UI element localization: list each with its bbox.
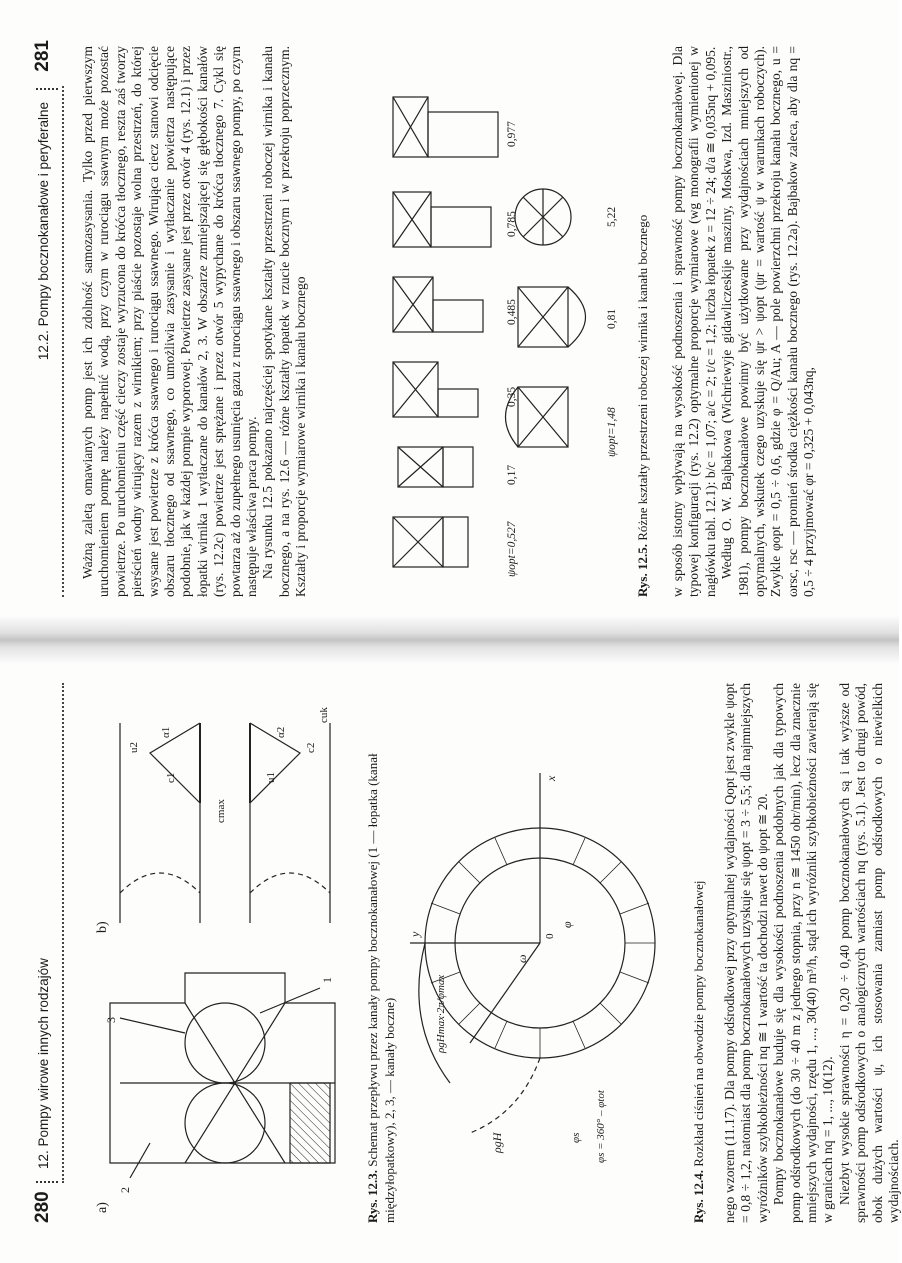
- figure-12-3-caption: [364, 703, 398, 1223]
- caption-text: Schemat przepływu przez kanały pompy bocznokanałowej (1 — łopatka (kanał międzyłopatkowy), 2, 3, — kanały boczne): [365, 753, 397, 1223]
- caption-number: Rys. 12.5.: [635, 544, 650, 597]
- phi-label: φ: [560, 921, 574, 928]
- figure-12-5-drawing: [378, 46, 628, 597]
- figure-callout-3: 3: [104, 1017, 118, 1023]
- vector-label-cuk: cuk: [318, 707, 330, 723]
- page-number: 281: [32, 40, 53, 72]
- figure-12-3-drawing: [90, 703, 350, 1223]
- right-page-body-bottom: [670, 46, 818, 597]
- right-page-header: [32, 40, 62, 597]
- figure-12-3: [90, 703, 350, 1223]
- paragraph: Pompy bocznokanałowe buduje się dla wysokości podnoszenia podobnych jak dla typowych pomp odśrodkowych (do 30 ÷ 40 m z jednego stopnia, przy n ≅ 1450 obr/min), lecz dla znacznie mniejszych wydajności, rzędu 1, ..., 30(40) m³/h, stąd ich wyróżniki szybkobieżności zawierają się w granicach nq = 1, ..., 10(12).: [771, 683, 836, 1223]
- shape-value: 0,81: [606, 308, 618, 329]
- shape-value: 0,35: [506, 386, 518, 407]
- shape-value: 0,977: [506, 121, 518, 147]
- left-page-body: [722, 683, 902, 1223]
- paragraph: Ważną zaletą omawianych pomp jest ich zdolność samozasysania. Tylko przed pierwszym uruchomieniem pompę należy napełnić wodą, przy czym w rurociągu ssawnym może pozostać powietrze. Po uruchomieniu część cieczy zostaje wyrzucona do króćca tłocznego, reszta zaś tworzy pierścień wodny wirujący razem z wirnikiem; przy piaście pozostaje wolna przestrzeń, do której wsysane jest powietrze z króćca ssawnego i rurociągu ssawnego. Wirująca ciecz stanowi odcięcie obszaru tłocznego od ssawnego, co umożliwia zasysanie i wytłaczanie powietrza następujące podobnie, jak w każdej pompie wyporowej. Powietrze zasysane jest przez otwór 4 (rys. 12.1) i przez łopatki wirnika 1 wytłaczane do kanałów 2, 3. W obszarze zmniejszającej się głębokości kanałów (rys. 12.2c) powietrze jest sprężane i przez otwór 5 wypychane do króćca tłocznego 7. Cykl się powtarza aż do zupełnego usunięcia gazu z rurociągu ssawnego i obszaru ssawnego pompy, po czym następuje właściwa praca pompy.: [80, 46, 260, 597]
- shape-value: 0,785: [506, 211, 518, 237]
- running-head: 12.2. Pompy bocznokanałowe i peryferalne: [36, 102, 51, 361]
- y-axis-label: y: [408, 931, 422, 937]
- origin-label: 0: [544, 933, 556, 939]
- omega-label: ω: [515, 954, 529, 963]
- paragraph: w sposób istotny wpływają na wysokość podnoszenia i sprawność pompy bocznokanałowej. Dla typowej konfiguracji (rys. 12.2) optymalne proporcje wymiarowe (wg monografii wymienionej w nagłówku tabl. 12.1): b/c = 1,07; a/c = 2; t/c = 1,2; liczba łopatek z = 12 ÷ 24; d/a ≅ 0,035nq + 0,095.: [670, 46, 718, 597]
- shape-value: 0,17: [506, 464, 518, 485]
- running-head: 12. Pompy wirowe innych rodzajów: [36, 958, 51, 1169]
- header-dotted-separator: [36, 1179, 58, 1183]
- figure-panel-a-label: a): [95, 1202, 110, 1213]
- phi-s-formula: φs = 360° – φtot: [595, 1090, 607, 1163]
- header-rule: [62, 683, 64, 1183]
- right-page-body-top: [80, 46, 310, 597]
- figure-callout-2: 2: [118, 1187, 132, 1193]
- page-number: 280: [32, 1191, 53, 1223]
- figure-12-5: [378, 46, 628, 597]
- caption-number: Rys. 12.4.: [691, 1170, 706, 1223]
- paragraph: Według O. W. Bajbakowa (Wichriewyje gidawliczeskije masziny, Moskwa, Izd. Masziniostr., 1981), pompy bocznokanałowe powinny być użytkowane przy wydajnościach mniejszych od optymalnych, wskutek czego uzyskuje się ψr > ψopt (ψr = wartość ψ w warunkach roboczych). Zwykle φopt = 0,5 ÷ 0,6, gdzie φ = Q/Au; A — pole powierzchni przekroju kanału bocznego, u = ωrsc, rsc — promień środka ciężkości kanału bocznego (rys. 12.2a). Bajbakow zaleca, aby dla nq = 0,5 ÷ 4 przyjmować φr = 0,325 + 0,043nq,: [719, 46, 817, 597]
- figure-12-4-caption: [690, 703, 707, 1223]
- figure-12-4: [410, 753, 670, 1173]
- vector-label-alpha2: α2: [275, 726, 287, 738]
- left-page: [0, 663, 902, 1263]
- shape-value: ψopt=0,527: [506, 521, 518, 577]
- shape-value: 0,485: [506, 299, 518, 325]
- vector-label-alpha1: α1: [160, 726, 172, 738]
- figure-12-4-drawing: [410, 753, 670, 1173]
- caption-text: Rozkład ciśnień na obwodzie pompy bocznokanałowej: [691, 880, 706, 1167]
- header-rule: [62, 86, 64, 597]
- vector-label-c1: c1: [165, 772, 177, 783]
- vector-label-u1: u1: [265, 772, 277, 783]
- book-gutter: [0, 617, 899, 663]
- pressure-label: ρgH: [490, 1132, 504, 1153]
- shape-value: ψopt=1,48: [606, 407, 618, 457]
- x-axis-label: x: [544, 775, 558, 781]
- right-page: [0, 0, 899, 617]
- vector-label-c2: c2: [305, 742, 317, 753]
- vector-label-cmax: cmax: [215, 799, 227, 823]
- paragraph: nego wzorem (11.17). Dla pompy odśrodkowej przy optymalnej wydajności Qopt jest zwykle ψopt = 0,8 ÷ 1,2, natomiast dla pomp bocznokanałowych uzyskuje się ψopt = 3 ÷ 5,5; dla najmniejszych wyróżników szybkobieżności nq ≅ 1 wartość ta dochodzi nawet do ψopt ≅ 20.: [722, 683, 770, 1223]
- caption-text: Różne kształty przestrzeni roboczej wirnika i kanału bocznego: [635, 214, 650, 541]
- phi-s-label: φs: [570, 1132, 582, 1143]
- pressure-max-label: ρgHmax·2π/φmax: [435, 974, 447, 1053]
- vector-label-u2: u2: [128, 742, 140, 753]
- left-page-header: [32, 683, 62, 1223]
- figure-callout-1: 1: [320, 977, 334, 983]
- header-dotted-separator: [36, 86, 58, 90]
- caption-number: Rys. 12.3.: [365, 1170, 380, 1223]
- paragraph: Niezbyt wysokie sprawności η = 0,20 ÷ 0,40 pomp bocznokanałowych są i tak wyższe od sprawności pomp odśrodkowych o analogicznych wartościach nq (rys. 5.1). Jest to drugi powód, obok dużych wartości ψ, ich stosowania zamiast pomp odśrodkowych o niewielkich wydajnościach.: [836, 683, 902, 1223]
- figure-12-5-caption: [634, 46, 651, 597]
- figure-panel-b-label: b): [95, 921, 110, 933]
- shape-value: 5,22: [606, 206, 618, 227]
- paragraph: Na rysunku 12.5 pokazano najczęściej spotykane kształty przestrzeni roboczej wirnika i kanału bocznego, a na rys. 12.6 — różne kształty łopatek w rzucie bocznym i w przekroju poprzecznym. Kształty i proporcje wymiarowe wirnika i kanału bocznego: [260, 46, 309, 597]
